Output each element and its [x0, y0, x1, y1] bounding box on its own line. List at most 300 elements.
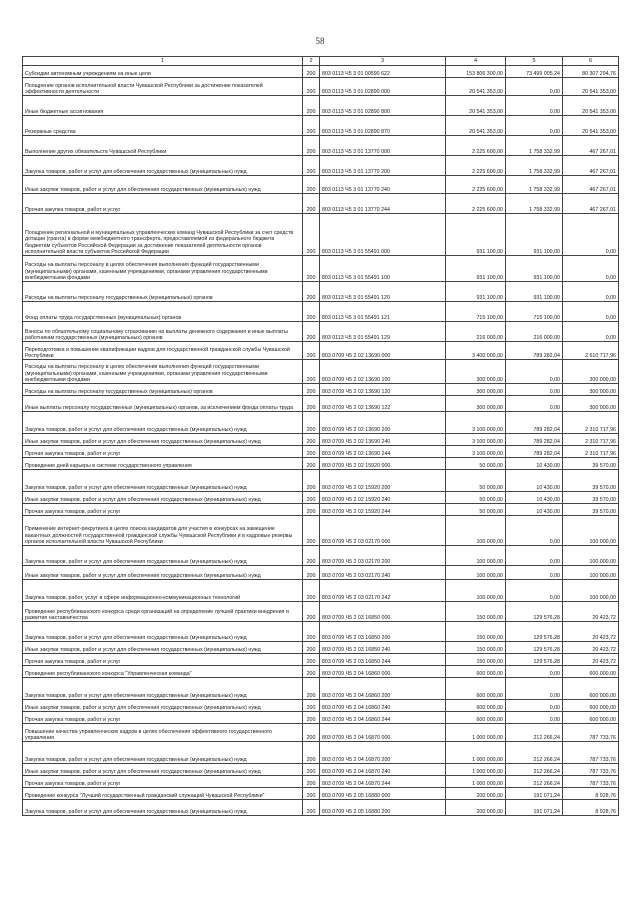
table-row [23, 602, 619, 622]
row-name-cell: Проведение конкурса "Лучший государственный гражданский служащий Чувашской Республики" [23, 788, 303, 800]
row-grbs-cell: 200 [303, 412, 320, 434]
row-fact-cell: 0,00 [506, 678, 563, 700]
row-plan-cell: 931 100,00 [446, 282, 506, 302]
row-grbs-cell: 200 [303, 700, 320, 712]
row-fact-cell: 0,00 [506, 516, 563, 546]
row-plan-cell: 20 541 353,00 [446, 78, 506, 96]
row-grbs-cell: 200 [303, 396, 320, 412]
column-header-5: 5 [506, 57, 563, 66]
row-grbs-cell: 200 [303, 602, 320, 622]
row-fact-cell: 129 576,28 [506, 622, 563, 642]
row-plan-cell: 2 225 600,00 [446, 176, 506, 194]
row-name-cell: Резервные средства [23, 116, 303, 136]
table-body [23, 66, 619, 816]
row-grbs-cell: 200 [303, 176, 320, 194]
table-row [23, 256, 619, 282]
row-rest-cell: 467 267,01 [563, 176, 619, 194]
row-code-cell: 803 0709 Ч5 2 03 16850 240 [320, 642, 446, 654]
row-rest-cell: 467 267,01 [563, 194, 619, 214]
row-name-cell: Иные закупки товаров, работ и услуг для обеспечения государственных (муниципальных) нужд [23, 764, 303, 776]
table-row [23, 396, 619, 412]
row-name-cell: Прочая закупка товаров, работ и услуг [23, 194, 303, 214]
table-row [23, 412, 619, 434]
row-name-cell: Закупка товаров, работ и услуг для обеспечения государственных (муниципальных) нужд [23, 742, 303, 764]
row-code-cell: 803 0709 Ч5 2 02 13690 000 [320, 342, 446, 360]
row-grbs-cell: 200 [303, 492, 320, 504]
row-code-cell: 803 0709 Ч5 2 02 15920 000 [320, 458, 446, 470]
row-fact-cell: 129 576,28 [506, 642, 563, 654]
row-grbs-cell: 200 [303, 96, 320, 116]
row-grbs-cell: 200 [303, 800, 320, 816]
row-name-cell: Прочая закупка товаров, работ и услуг [23, 712, 303, 724]
row-name-cell: Иные закупки товаров, работ и услуг для обеспечения государственных (муниципальных) нужд [23, 492, 303, 504]
row-grbs-cell: 200 [303, 566, 320, 580]
row-name-cell: Иные закупки товаров, работ и услуг для обеспечения государственных (муниципальных) нужд [23, 642, 303, 654]
row-fact-cell: 0,00 [506, 396, 563, 412]
row-grbs-cell: 200 [303, 622, 320, 642]
row-rest-cell: 467 267,01 [563, 136, 619, 156]
column-header-4: 4 [446, 57, 506, 66]
row-plan-cell: 931 100,00 [446, 256, 506, 282]
row-rest-cell: 787 733,76 [563, 742, 619, 764]
row-rest-cell: 20 423,72 [563, 602, 619, 622]
row-plan-cell: 20 541 353,00 [446, 116, 506, 136]
row-grbs-cell: 200 [303, 446, 320, 458]
table-row [23, 156, 619, 176]
row-name-cell: Закупка товаров, работ и услуг для обеспечения государственных (муниципальных) нужд [23, 622, 303, 642]
row-plan-cell: 300 000,00 [446, 360, 506, 384]
column-header-2: 2 [303, 57, 320, 66]
row-plan-cell: 150 000,00 [446, 654, 506, 666]
table-row [23, 342, 619, 360]
row-fact-cell: 10 430,00 [506, 492, 563, 504]
row-plan-cell: 200 000,00 [446, 788, 506, 800]
row-grbs-cell: 200 [303, 256, 320, 282]
row-code-cell: 803 0113 Ч5 3 01 13770 244 [320, 194, 446, 214]
table-row [23, 176, 619, 194]
row-name-cell: Расходы на выплаты персоналу государственных (муниципальных) органов [23, 282, 303, 302]
row-rest-cell: 2 610 717,96 [563, 342, 619, 360]
row-fact-cell: 931 100,00 [506, 214, 563, 256]
row-name-cell: Закупка товаров, работ и услуг для обеспечения государственных (муниципальных) нужд [23, 156, 303, 176]
row-grbs-cell: 200 [303, 282, 320, 302]
row-code-cell: 803 0709 Ч5 2 02 13690 200 [320, 412, 446, 434]
row-plan-cell: 150 000,00 [446, 642, 506, 654]
row-name-cell: Расходы на выплаты персоналу в целях обеспечения выполнения функций государственными (муниципальными) органами, казенными учреждениями, органами управления государственными внебюджетными фондами [23, 256, 303, 282]
row-grbs-cell: 200 [303, 580, 320, 602]
row-name-cell: Закупка товаров, работ и услуг для обеспечения государственных (муниципальных) нужд [23, 800, 303, 816]
row-rest-cell: 100 000,00 [563, 516, 619, 546]
row-fact-cell: 931 100,00 [506, 282, 563, 302]
row-plan-cell: 1 000 000,00 [446, 764, 506, 776]
table-row [23, 78, 619, 96]
row-rest-cell: 20 541 353,00 [563, 116, 619, 136]
table-row [23, 678, 619, 700]
row-code-cell: 803 0709 Ч5 2 04 16860 244 [320, 712, 446, 724]
row-code-cell: 803 0709 Ч5 2 04 16860 000 [320, 666, 446, 678]
row-fact-cell: 0,00 [506, 712, 563, 724]
row-code-cell: 803 0709 Ч5 2 02 13690 120 [320, 384, 446, 396]
row-plan-cell: 50 000,00 [446, 492, 506, 504]
row-plan-cell: 100 000,00 [446, 580, 506, 602]
row-rest-cell: 0,00 [563, 322, 619, 342]
row-code-cell: 803 0709 Ч5 2 04 16870 240 [320, 764, 446, 776]
row-code-cell: 803 0113 Ч5 3 01 55491 129 [320, 322, 446, 342]
table-row [23, 800, 619, 816]
row-rest-cell: 787 733,76 [563, 776, 619, 788]
row-code-cell: 803 0709 Ч5 2 02 13690 244 [320, 446, 446, 458]
row-fact-cell: 0,00 [506, 580, 563, 602]
row-rest-cell: 0,00 [563, 214, 619, 256]
row-fact-cell: 10 430,00 [506, 504, 563, 516]
column-header-1: 1 [23, 57, 303, 66]
row-name-cell: Иные выплаты персоналу государственных (муниципальных) органов, за исключением фонда оплаты труда [23, 396, 303, 412]
row-plan-cell: 50 000,00 [446, 504, 506, 516]
row-rest-cell: 39 570,00 [563, 492, 619, 504]
row-plan-cell: 2 225 600,00 [446, 156, 506, 176]
row-rest-cell: 0,00 [563, 256, 619, 282]
table-row [23, 546, 619, 566]
row-rest-cell: 300 000,00 [563, 396, 619, 412]
row-plan-cell: 100 000,00 [446, 546, 506, 566]
row-name-cell: Иные бюджетные ассигнования [23, 96, 303, 116]
row-grbs-cell: 200 [303, 384, 320, 396]
table-row [23, 302, 619, 322]
row-grbs-cell: 200 [303, 788, 320, 800]
row-code-cell: 803 0709 Ч5 2 03 16850 244 [320, 654, 446, 666]
row-rest-cell: 2 310 717,96 [563, 412, 619, 434]
row-rest-cell: 787 733,76 [563, 764, 619, 776]
row-code-cell: 803 0709 Ч5 2 05 16880 200 [320, 800, 446, 816]
row-name-cell: Прочая закупка товаров, работ и услуг [23, 776, 303, 788]
row-plan-cell: 150 000,00 [446, 602, 506, 622]
row-name-cell: Прочая закупка товаров, работ и услуг [23, 446, 303, 458]
row-plan-cell: 300 000,00 [446, 384, 506, 396]
row-rest-cell: 600 000,00 [563, 712, 619, 724]
row-rest-cell: 100 000,00 [563, 546, 619, 566]
row-code-cell: 803 0709 Ч5 2 03 16850 000 [320, 602, 446, 622]
row-code-cell: 803 0113 Ч5 3 01 02890 870 [320, 116, 446, 136]
row-grbs-cell: 200 [303, 724, 320, 742]
table-row [23, 492, 619, 504]
row-code-cell: 803 0113 Ч5 3 01 55491 000 [320, 214, 446, 256]
row-name-cell: Закупка товаров, работ и услуг для обеспечения государственных (муниципальных) нужд [23, 678, 303, 700]
row-name-cell: Прочая закупка товаров, работ и услуг [23, 654, 303, 666]
row-fact-cell: 212 266,24 [506, 776, 563, 788]
row-grbs-cell: 200 [303, 458, 320, 470]
row-plan-cell: 600 000,00 [446, 678, 506, 700]
row-fact-cell: 931 100,00 [506, 256, 563, 282]
row-name-cell: Проведение республиканского конкурса среди организаций на определение лучшей практики внедрения и развития наставничества [23, 602, 303, 622]
row-name-cell: Расходы на выплаты персоналу государственных (муниципальных) органов [23, 384, 303, 396]
row-grbs-cell: 200 [303, 434, 320, 446]
row-fact-cell: 0,00 [506, 384, 563, 396]
row-name-cell: Закупка товаров, работ и услуг для обеспечения государственных (муниципальных) нужд [23, 412, 303, 434]
table-row [23, 776, 619, 788]
row-grbs-cell: 200 [303, 360, 320, 384]
row-rest-cell: 20 423,72 [563, 642, 619, 654]
row-fact-cell: 1 758 332,99 [506, 194, 563, 214]
row-rest-cell: 20 423,72 [563, 654, 619, 666]
table-row [23, 214, 619, 256]
row-fact-cell: 0,00 [506, 360, 563, 384]
row-grbs-cell: 200 [303, 642, 320, 654]
row-fact-cell: 129 576,28 [506, 654, 563, 666]
row-plan-cell: 715 100,00 [446, 302, 506, 322]
table-row [23, 66, 619, 78]
row-fact-cell: 789 282,04 [506, 412, 563, 434]
row-rest-cell: 20 423,72 [563, 622, 619, 642]
row-grbs-cell: 200 [303, 78, 320, 96]
row-name-cell: Прочая закупка товаров, работ и услуг [23, 504, 303, 516]
column-header-6: 6 [563, 57, 619, 66]
row-rest-cell: 2 310 717,96 [563, 446, 619, 458]
row-rest-cell: 2 310 717,96 [563, 434, 619, 446]
row-grbs-cell: 200 [303, 712, 320, 724]
row-grbs-cell: 200 [303, 194, 320, 214]
row-rest-cell: 100 000,00 [563, 580, 619, 602]
row-name-cell: Иные закупки товаров, работ и услуг для обеспечения государственных (муниципальных) нужд [23, 434, 303, 446]
row-fact-cell: 129 576,28 [506, 602, 563, 622]
row-rest-cell: 600 000,00 [563, 678, 619, 700]
row-name-cell: Субсидии автономным учреждениям на иные цели [23, 66, 303, 78]
row-rest-cell: 467 267,01 [563, 156, 619, 176]
row-name-cell: Фонд оплаты труда государственных (муниципальных) органов [23, 302, 303, 322]
row-plan-cell: 2 225 600,00 [446, 194, 506, 214]
row-fact-cell: 0,00 [506, 96, 563, 116]
row-plan-cell: 20 541 353,00 [446, 96, 506, 116]
row-code-cell: 803 0709 Ч5 2 04 16870 000 [320, 724, 446, 742]
row-grbs-cell: 200 [303, 66, 320, 78]
row-plan-cell: 600 000,00 [446, 712, 506, 724]
row-fact-cell: 191 071,24 [506, 800, 563, 816]
table-row [23, 116, 619, 136]
row-grbs-cell: 200 [303, 666, 320, 678]
row-plan-cell: 200 000,00 [446, 800, 506, 816]
table-row [23, 458, 619, 470]
row-code-cell: 803 0709 Ч5 2 02 15920 240 [320, 492, 446, 504]
row-rest-cell: 600 000,00 [563, 700, 619, 712]
row-code-cell: 803 0709 Ч5 2 04 16870 244 [320, 776, 446, 788]
row-fact-cell: 10 430,00 [506, 458, 563, 470]
table-row [23, 580, 619, 602]
row-code-cell: 803 0709 Ч5 2 02 13690 100 [320, 360, 446, 384]
row-rest-cell: 8 928,76 [563, 800, 619, 816]
row-name-cell: Повышение качества управленческих кадров в целях обеспечения эффективного государственного управления [23, 724, 303, 742]
row-plan-cell: 50 000,00 [446, 470, 506, 492]
row-rest-cell: 787 733,76 [563, 724, 619, 742]
row-plan-cell: 1 000 000,00 [446, 776, 506, 788]
row-plan-cell: 3 100 000,00 [446, 434, 506, 446]
table-row [23, 712, 619, 724]
row-grbs-cell: 200 [303, 214, 320, 256]
table-row [23, 642, 619, 654]
row-plan-cell: 3 400 000,00 [446, 342, 506, 360]
row-fact-cell: 212 266,24 [506, 764, 563, 776]
row-grbs-cell: 200 [303, 156, 320, 176]
row-name-cell: Проведение дней карьеры в системе государственного управления [23, 458, 303, 470]
table-row [23, 96, 619, 116]
row-code-cell: 803 0709 Ч5 2 02 15920 244 [320, 504, 446, 516]
row-grbs-cell: 200 [303, 516, 320, 546]
row-code-cell: 803 0113 Ч5 3 01 13770 000 [320, 136, 446, 156]
column-header-3: 3 [320, 57, 446, 66]
budget-execution-table [22, 56, 619, 816]
row-code-cell: 803 0709 Ч5 2 03 02170 200 [320, 546, 446, 566]
row-name-cell: Переподготовка и повышение квалификации кадров для государственной гражданской службы Чувашской Республики [23, 342, 303, 360]
row-plan-cell: 216 000,00 [446, 322, 506, 342]
row-plan-cell: 3 100 000,00 [446, 446, 506, 458]
row-name-cell: Поощрение органов исполнительной власти Чувашской Республики за достижение показателей эффективности деятельности [23, 78, 303, 96]
row-rest-cell: 20 541 353,00 [563, 96, 619, 116]
row-code-cell: 803 0709 Ч5 2 04 16860 200 [320, 678, 446, 700]
row-rest-cell: 0,00 [563, 282, 619, 302]
row-rest-cell: 300 000,00 [563, 384, 619, 396]
row-name-cell: Поощрение региональной и муниципальных управленческих команд Чувашской Республики за счет средств дотации (гранта) в форме межбюджетного трансферта, предоставляемой из федерального бюджета бюджетам субъектов Российской Федерации за достижение показателей деятельности органов исполнительной власти субъектов Российской Федерации [23, 214, 303, 256]
row-name-cell: Расходы на выплаты персоналу в целях обеспечения выполнения функций государственными (муниципальными) органами, казенными учреждениями, органами управления государственными внебюджетными фондами [23, 360, 303, 384]
table-row [23, 622, 619, 642]
row-fact-cell: 789 282,04 [506, 434, 563, 446]
row-plan-cell: 50 000,00 [446, 458, 506, 470]
row-grbs-cell: 200 [303, 322, 320, 342]
row-grbs-cell: 200 [303, 136, 320, 156]
table-row [23, 666, 619, 678]
row-fact-cell: 212 266,24 [506, 742, 563, 764]
table-row [23, 742, 619, 764]
row-rest-cell: 39 570,00 [563, 458, 619, 470]
row-fact-cell: 789 282,04 [506, 446, 563, 458]
row-plan-cell: 3 100 000,00 [446, 412, 506, 434]
row-rest-cell: 300 000,00 [563, 360, 619, 384]
row-grbs-cell: 200 [303, 654, 320, 666]
table-row [23, 700, 619, 712]
row-fact-cell: 0,00 [506, 666, 563, 678]
row-code-cell: 803 0709 Ч5 2 02 15920 200 [320, 470, 446, 492]
row-plan-cell: 153 806 300,00 [446, 66, 506, 78]
row-rest-cell: 80 307 294,76 [563, 66, 619, 78]
table-row [23, 136, 619, 156]
row-plan-cell: 150 000,00 [446, 622, 506, 642]
table-row [23, 504, 619, 516]
row-fact-cell: 216 000,00 [506, 322, 563, 342]
row-code-cell: 803 0709 Ч5 2 04 16860 240 [320, 700, 446, 712]
row-code-cell: 803 0113 Ч5 3 01 02890 800 [320, 96, 446, 116]
row-plan-cell: 100 000,00 [446, 566, 506, 580]
row-code-cell: 803 0113 Ч5 3 01 00590 622 [320, 66, 446, 78]
row-fact-cell: 1 758 332,99 [506, 156, 563, 176]
table-row [23, 434, 619, 446]
row-fact-cell: 1 758 332,99 [506, 136, 563, 156]
row-fact-cell: 73 499 005,24 [506, 66, 563, 78]
row-name-cell: Закупка товаров, работ, услуг в сфере информационно-коммуникационных технологий [23, 580, 303, 602]
row-grbs-cell: 200 [303, 116, 320, 136]
row-grbs-cell: 200 [303, 546, 320, 566]
row-fact-cell: 212 266,24 [506, 724, 563, 742]
table-row [23, 322, 619, 342]
page-number: 58 [315, 36, 325, 46]
row-grbs-cell: 200 [303, 302, 320, 322]
row-name-cell: Иные закупки товаров, работ и услуг для обеспечения государственных (муниципальных) нужд [23, 566, 303, 580]
table-row [23, 446, 619, 458]
row-rest-cell: 39 570,00 [563, 504, 619, 516]
row-plan-cell: 100 000,00 [446, 516, 506, 546]
row-code-cell: 803 0709 Ч5 2 03 02170 240 [320, 566, 446, 580]
row-fact-cell: 10 430,00 [506, 470, 563, 492]
row-name-cell: Применение интернет-рекрутинга в целях поиска кандидатов для участия в конкурсах на замещение вакантных должностей государственной гражданской службы Чувашской Республики и в кадровые резервы органов исполнительной власти Чувашской Республики [23, 516, 303, 546]
row-grbs-cell: 200 [303, 678, 320, 700]
row-name-cell: Закупка товаров, работ и услуг для обеспечения государственных (муниципальных) нужд [23, 470, 303, 492]
table-row [23, 384, 619, 396]
row-plan-cell: 600 000,00 [446, 700, 506, 712]
row-code-cell: 803 0709 Ч5 2 02 13690 122 [320, 396, 446, 412]
row-code-cell: 803 0709 Ч5 2 03 16850 200 [320, 622, 446, 642]
row-code-cell: 803 0113 Ч5 3 01 55491 121 [320, 302, 446, 322]
row-name-cell: Выполнение других обязательств Чувашской Республики [23, 136, 303, 156]
row-grbs-cell: 200 [303, 342, 320, 360]
row-fact-cell: 0,00 [506, 78, 563, 96]
row-fact-cell: 0,00 [506, 566, 563, 580]
table-row [23, 282, 619, 302]
table-row [23, 516, 619, 546]
row-grbs-cell: 200 [303, 776, 320, 788]
row-fact-cell: 0,00 [506, 116, 563, 136]
row-code-cell: 803 0113 Ч5 3 01 02890 000 [320, 78, 446, 96]
table-row [23, 724, 619, 742]
row-plan-cell: 300 000,00 [446, 396, 506, 412]
row-rest-cell: 600 000,00 [563, 666, 619, 678]
row-rest-cell: 20 541 353,00 [563, 78, 619, 96]
row-fact-cell: 191 071,24 [506, 788, 563, 800]
row-plan-cell: 1 000 000,00 [446, 742, 506, 764]
table-row [23, 470, 619, 492]
row-plan-cell: 2 225 600,00 [446, 136, 506, 156]
table-row [23, 764, 619, 776]
row-code-cell: 803 0709 Ч5 2 04 16870 200 [320, 742, 446, 764]
row-name-cell: Проведение республиканского конкурса "Управленческая команда" [23, 666, 303, 678]
row-rest-cell: 100 000,00 [563, 566, 619, 580]
row-rest-cell: 39 570,00 [563, 470, 619, 492]
row-rest-cell: 8 928,76 [563, 788, 619, 800]
row-fact-cell: 715 100,00 [506, 302, 563, 322]
row-code-cell: 803 0113 Ч5 3 01 13770 200 [320, 156, 446, 176]
row-code-cell: 803 0709 Ч5 2 03 02170 000 [320, 516, 446, 546]
row-name-cell: Взносы по обязательному социальному страхованию на выплаты денежного содержания и иные выплаты работникам государственных (муниципальных) органов [23, 322, 303, 342]
row-fact-cell: 0,00 [506, 546, 563, 566]
row-code-cell: 803 0709 Ч5 2 02 13690 240 [320, 434, 446, 446]
table-header-row [23, 57, 619, 66]
row-code-cell: 803 0113 Ч5 3 01 13770 240 [320, 176, 446, 194]
table-row [23, 194, 619, 214]
table-row [23, 654, 619, 666]
row-fact-cell: 0,00 [506, 700, 563, 712]
row-code-cell: 803 0113 Ч5 3 01 55491 100 [320, 256, 446, 282]
row-code-cell: 803 0709 Ч5 2 05 16880 000 [320, 788, 446, 800]
row-name-cell: Иные закупки товаров, работ и услуг для обеспечения государственных (муниципальных) нужд [23, 700, 303, 712]
row-grbs-cell: 200 [303, 742, 320, 764]
row-plan-cell: 600 000,00 [446, 666, 506, 678]
row-grbs-cell: 200 [303, 470, 320, 492]
row-name-cell: Иные закупки товаров, работ и услуг для обеспечения государственных (муниципальных) нужд [23, 176, 303, 194]
row-code-cell: 803 0113 Ч5 3 01 55491 120 [320, 282, 446, 302]
table-row [23, 566, 619, 580]
row-fact-cell: 1 758 332,99 [506, 176, 563, 194]
row-plan-cell: 1 000 000,00 [446, 724, 506, 742]
row-fact-cell: 789 282,04 [506, 342, 563, 360]
row-name-cell: Закупка товаров, работ и услуг для обеспечения государственных (муниципальных) нужд [23, 546, 303, 566]
row-plan-cell: 931 100,00 [446, 214, 506, 256]
row-rest-cell: 0,00 [563, 302, 619, 322]
table-row [23, 788, 619, 800]
